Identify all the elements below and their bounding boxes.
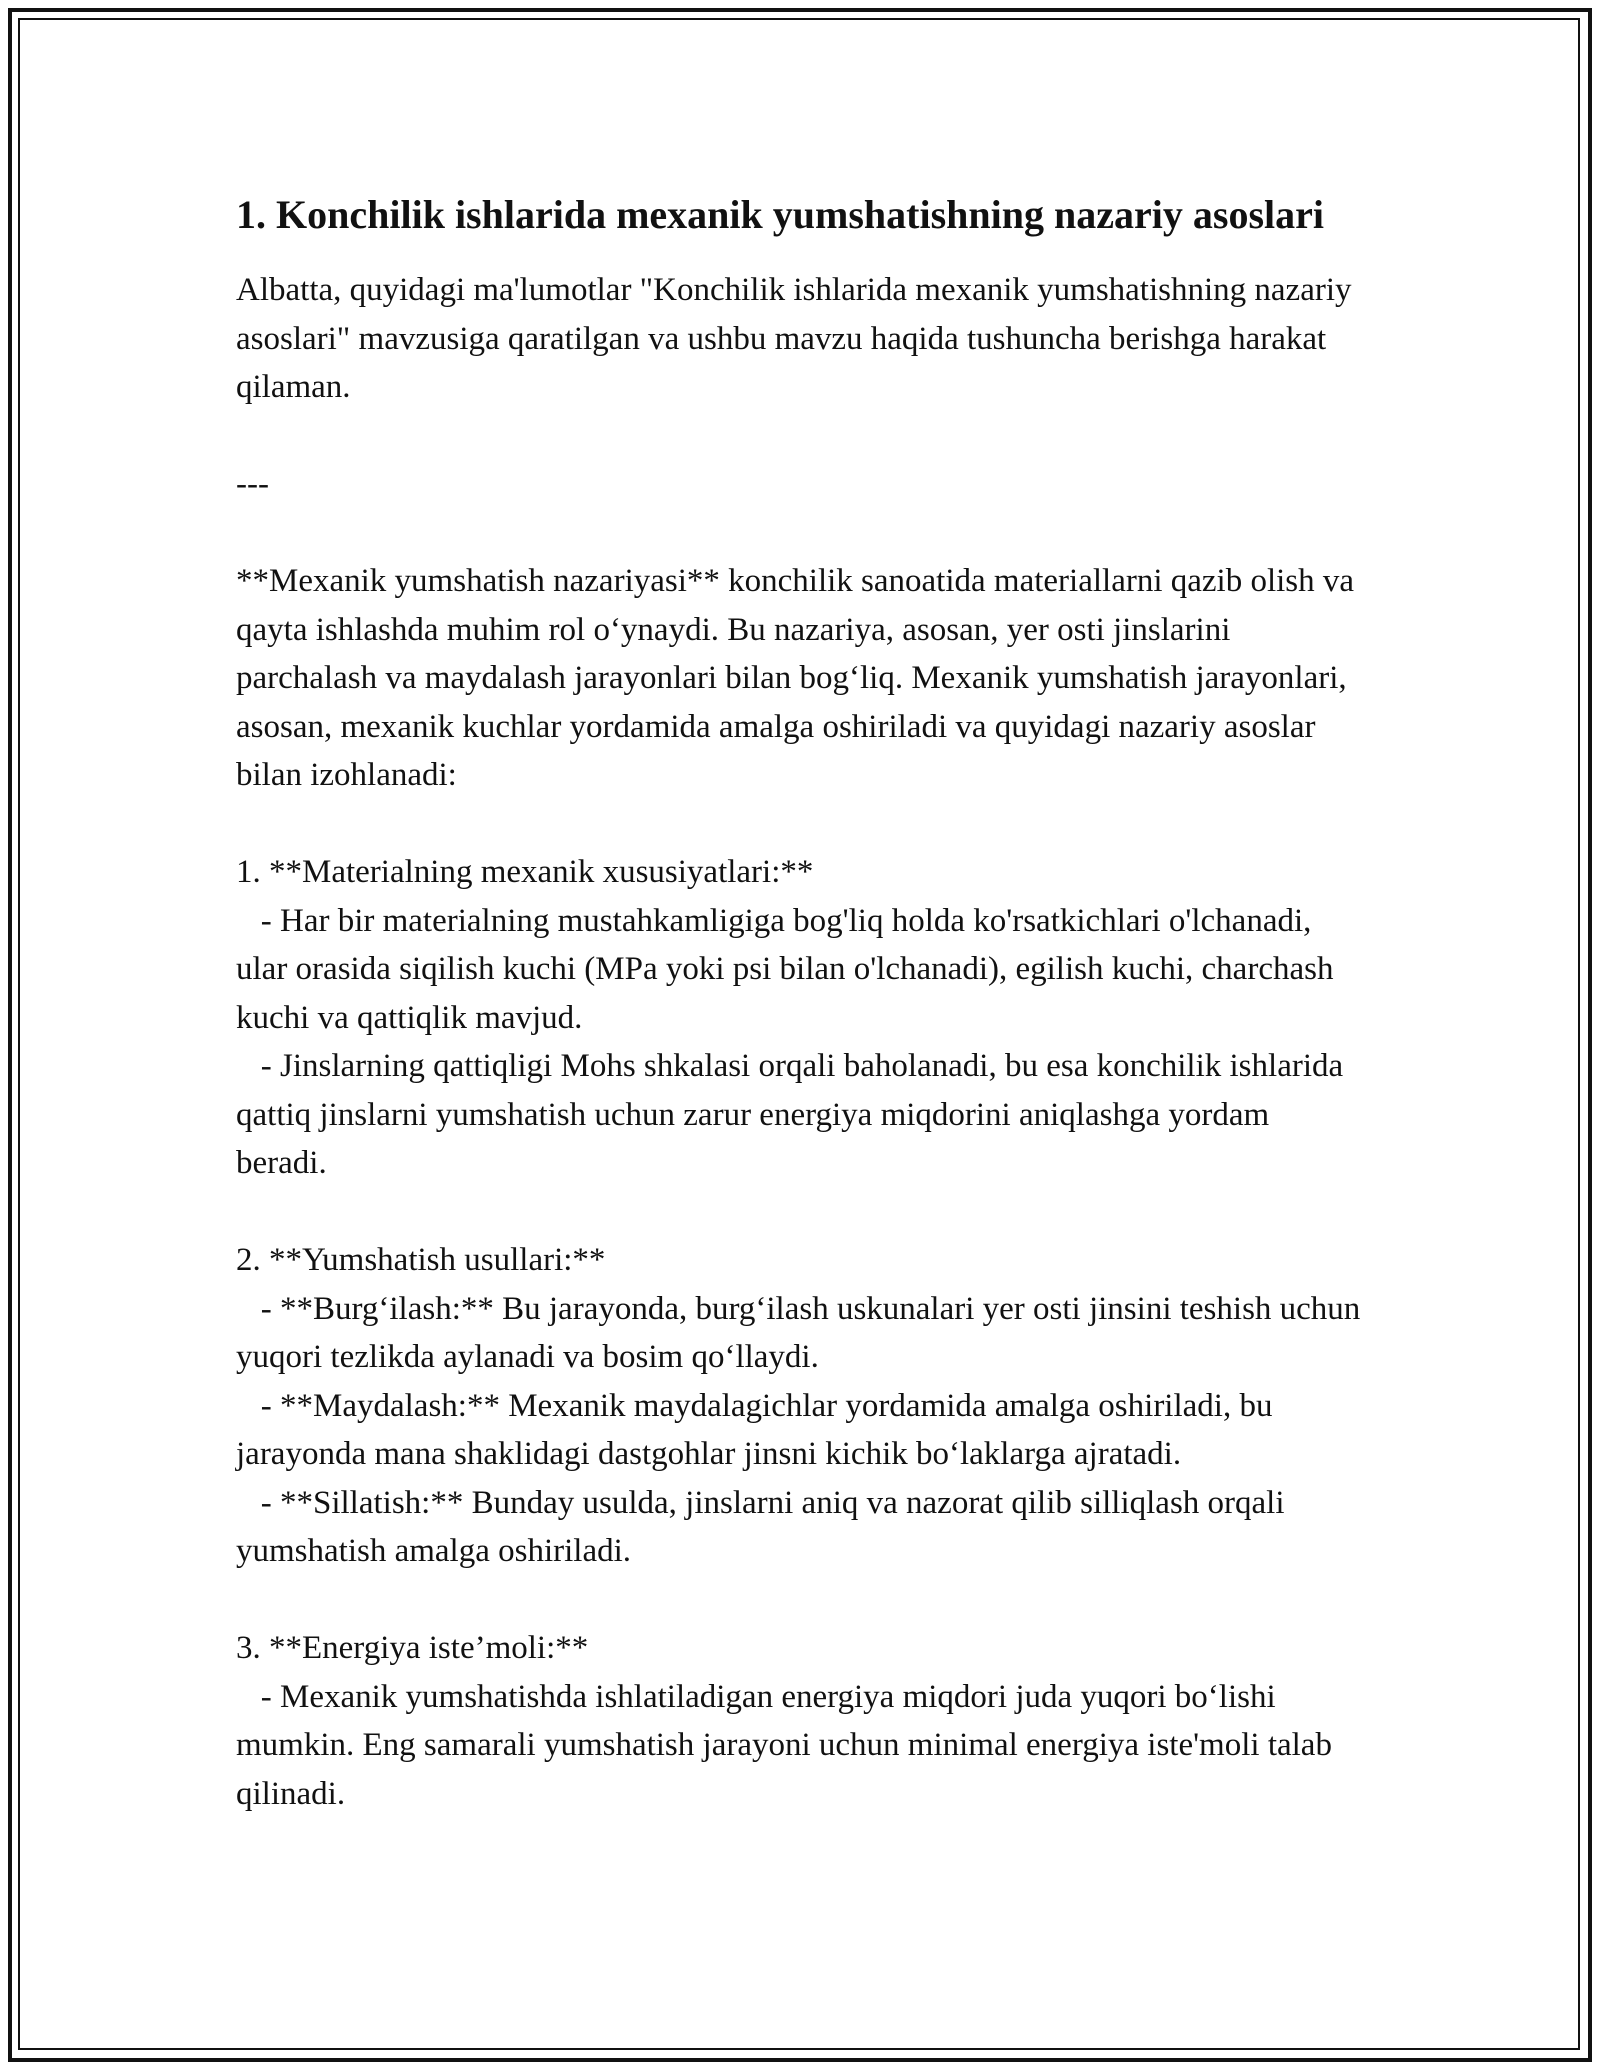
intro-paragraph: Albatta, quyidagi ma'lumotlar "Konchilik ishlarida mexanik yumshatishning nazariy asoslari" mavzusiga qaratilgan va ushbu mavzu haqida tushuncha berishga harakat qilaman. — [236, 272, 1352, 405]
section-heading: 3. **Energiya iste’moli:** — [236, 1630, 589, 1666]
section-softening-methods — [236, 1236, 1369, 1576]
section-item: - Har bir materialning mustahkamligiga bog'liq holda ko'rsatkichlari o'lchanadi, ular orasida siqilish kuchi (MPa yoki psi bilan o'lchanadi), egilish kuchi, charchash kuchi va qattiqlik mavjud. — [236, 902, 1342, 1036]
document-body — [236, 188, 1369, 1818]
spacer — [236, 412, 1366, 461]
section-item: - Jinslarning qattiqligi Mohs shkalasi orqali baholanadi, bu esa konchilik ishlarida qattiq jinslarni yumshatish uchun zarur energiya miqdorini aniqlashga yordam beradi. — [236, 1048, 1352, 1181]
section-item: - Mexanik yumshatishda ishlatiladigan energiya miqdori juda yuqori bo‘lishi mumkin. Eng samarali yumshatish jarayoni uchun minimal energiya iste'moli talab qilinadi. — [236, 1678, 1341, 1812]
overview-paragraph: **Mexanik yumshatish nazariyasi** konchilik sanoatida materiallarni qazib olish va qayta ishlashda muhim rol o‘ynaydi. Bu nazariya, asosan, yer osti jinslarini parchalash va maydalash jarayonlari bilan bog‘liq. Mexanik yumshatish jarayonlari, asosan, mexanik kuchlar yordamida amalga oshiriladi va quyidagi nazariy asoslar bilan izohlanadi: — [236, 563, 1355, 793]
section-item: - **Burg‘ilash:** Bu jarayonda, burg‘ilash uskunalari yer osti jinsini teshish uchun yuqori tezlikda aylanadi va bosim qo‘llaydi. — [236, 1290, 1369, 1375]
section-item: - **Sillatish:** Bunday usulda, jinslarni aniq va nazorat qilib silliqlash orqali yumshatish amalga oshiriladi. — [236, 1484, 1293, 1569]
section-item: - **Maydalash:** Mexanik maydalagichlar yordamida amalga oshiriladi, bu jarayonda mana shaklidagi dastgohlar jinsni kichik bo‘laklarga ajratadi. — [236, 1387, 1281, 1472]
section-heading: 1. **Materialning mexanik xususiyatlari:** — [236, 854, 814, 890]
section-material-properties — [236, 848, 1366, 1188]
spacer — [236, 800, 1366, 849]
spacer — [236, 509, 1366, 558]
document-title: 1. Konchilik ishlarida mexanik yumshatishning nazariy asoslari — [236, 192, 1324, 237]
spacer — [236, 1576, 1366, 1625]
spacer — [236, 1188, 1366, 1237]
section-heading: 2. **Yumshatish usullari:** — [236, 1242, 606, 1278]
section-energy-consumption — [236, 1624, 1366, 1818]
separator-line: --- — [236, 466, 269, 502]
